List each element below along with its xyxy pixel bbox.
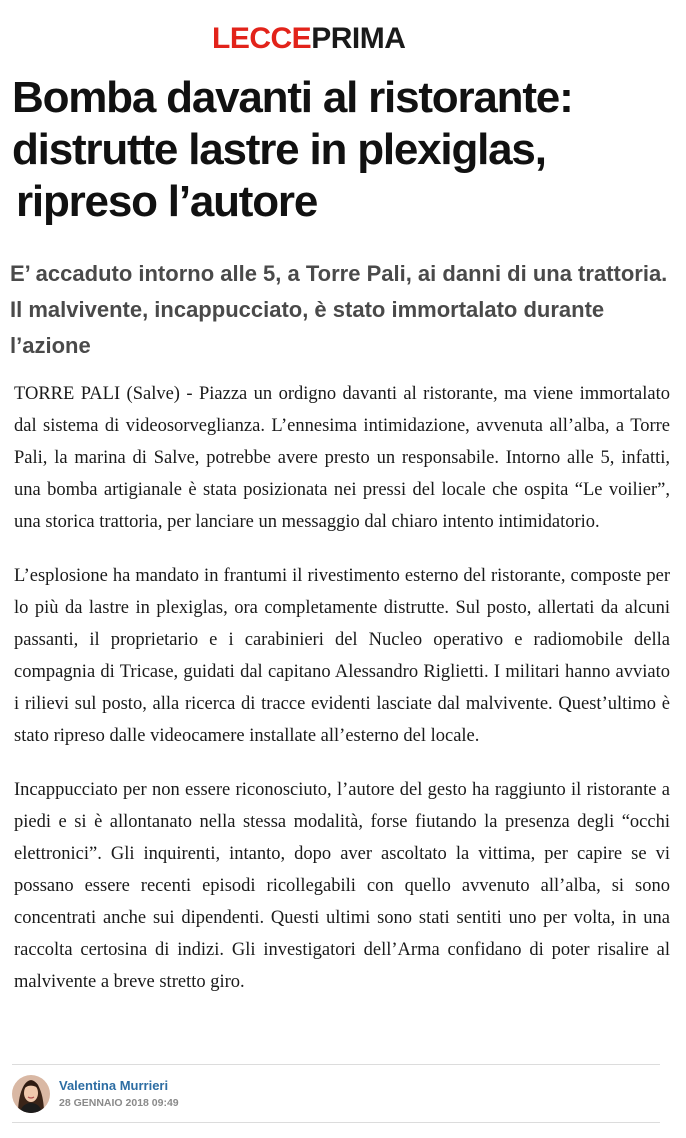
article-body	[14, 378, 670, 1020]
subtitle-line: E’ accaduto intorno alle 5, a Torre Pali, ai danni di una trattoria.	[10, 261, 668, 286]
site-logo[interactable]	[212, 22, 405, 56]
headline-line: ripreso l’autore	[16, 177, 318, 226]
author-meta	[59, 1077, 179, 1111]
author-name[interactable]: Valentina Murrieri	[59, 1078, 169, 1093]
article-headline	[12, 72, 676, 228]
publish-date: 28 GENNAIO 2018 09:49	[59, 1097, 179, 1109]
article-paragraph: Incappucciato per non essere riconosciuto, l’autore del gesto ha raggiunto il ristorante a piedi e si è allontanato nella stessa modalità, forse fiutando la presenza degli “occhi elettronici”. Gli inquirenti, intanto, dopo aver ascoltato la vittima, per capire se vi possano essere recenti episodi ricollegabili con quello avvenuto all’alba, si sono concentrati anche sui dipendenti. Questi ultimi sono stati sentiti uno per volta, in una raccolta certosina di indizi. Gli investigatori dell’Arma confidano di poter risalire al malvivente a breve stretto giro.	[14, 780, 670, 992]
author-box	[12, 1072, 179, 1116]
article-paragraph: TORRE PALI (Salve) - Piazza un ordigno davanti al ristorante, ma viene immortalato dal sistema di videosorveglianza. L’ennesima intimidazione, avvenuta all’alba, a Torre Pali, la marina di Salve, potrebbe avere presto un responsabile. Intorno alle 5, infatti, una bomba artigianale è stata posizionata nei pressi del locale che ospita “Le voilier”, una storica trattoria, per lanciare un messaggio dal chiaro intento intimidatorio.	[14, 384, 670, 532]
article-subtitle	[10, 256, 680, 364]
logo-part-prima: PRIMA	[311, 22, 406, 55]
author-divider-top	[12, 1064, 660, 1065]
subtitle-line: l’azione	[10, 333, 91, 358]
headline-line: Bomba davanti al ristorante:	[12, 73, 573, 122]
author-photo-icon	[12, 1075, 50, 1113]
article-paragraph: L’esplosione ha mandato in frantumi il rivestimento esterno del ristorante, composte per lo più da lastre in plexiglas, ora completamente distrutte. Sul posto, allertati da alcuni passanti, il proprietario e i carabinieri del Nucleo operativo e radiomobile della compagnia di Tricase, guidati dal capitano Alessandro Riglietti. I militari hanno avviato i rilievi sul posto, alla ricerca di tracce evidenti lasciate dal malvivente. Quest’ultimo è stato ripreso dalle videocamere installate all’esterno del locale.	[14, 566, 670, 746]
author-divider-bottom	[12, 1122, 660, 1123]
subtitle-line: Il malvivente, incappucciato, è stato immortalato durante	[10, 297, 605, 322]
logo-part-lecce: LECCE	[212, 22, 312, 55]
headline-line: distrutte lastre in plexiglas,	[12, 125, 546, 174]
avatar[interactable]	[12, 1075, 50, 1113]
